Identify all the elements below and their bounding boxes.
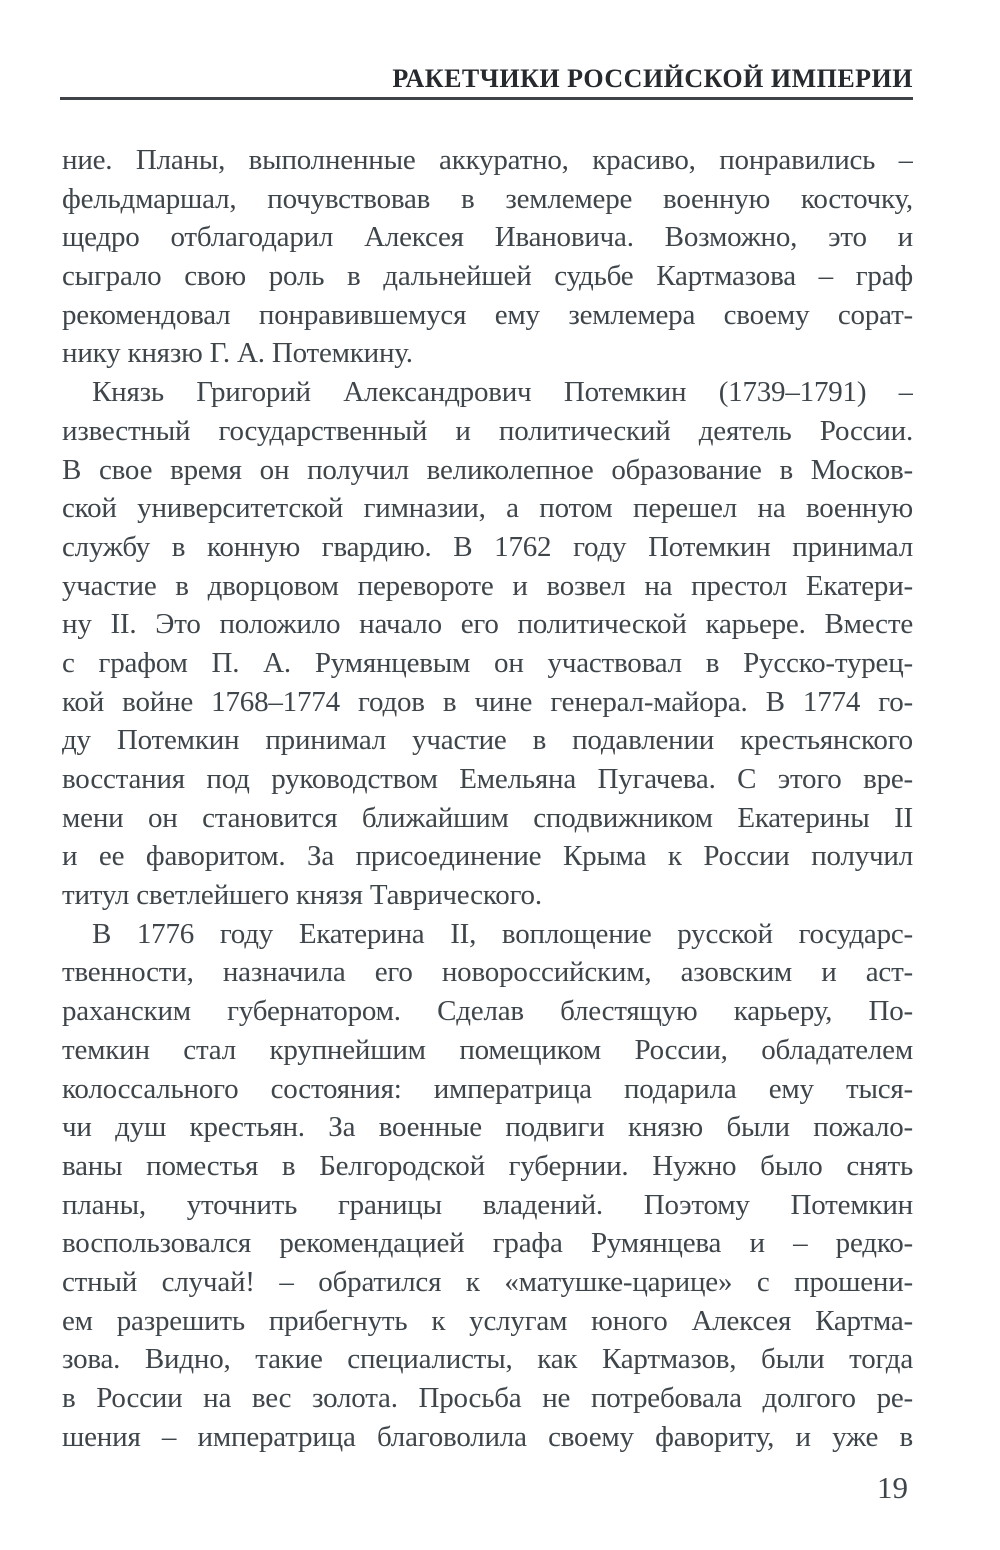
text-line: рекомендовал понравившемуся ему землемера своему сорат- bbox=[62, 298, 913, 331]
running-header: РАКЕТЧИКИ РОССИЙСКОЙ ИМПЕРИИ bbox=[392, 64, 913, 93]
text-line: ду Потемкин принимал участие в подавлении крестьянского bbox=[62, 724, 913, 757]
body-text bbox=[62, 141, 913, 1456]
text-line: ну II. Это положило начало его политической карьере. Вместе bbox=[62, 608, 913, 641]
text-line: колоссального состояния: императрица подарила ему тыся- bbox=[62, 1072, 913, 1105]
text-line: зова. Видно, такие специалисты, как Картмазов, были тогда bbox=[62, 1343, 913, 1376]
text-line: известный государственный и политический деятель России. bbox=[62, 414, 913, 447]
text-line: воспользовался рекомендацией графа Румянцева и – редко- bbox=[62, 1227, 913, 1260]
text-line: титул светлейшего князя Таврического. bbox=[62, 879, 542, 912]
text-line: темкин стал крупнейшим помещиком России, обладателем bbox=[62, 1033, 913, 1066]
text-line: ем разрешить прибегнуть к услугам юного Алексея Картма- bbox=[62, 1304, 913, 1337]
text-line: планы, уточнить границы владений. Поэтому Потемкин bbox=[62, 1188, 913, 1221]
text-line: участие в дворцовом перевороте и возвел на престол Екатери- bbox=[62, 569, 913, 602]
text-line: шения – императрица благоволила своему фавориту, и уже в bbox=[62, 1420, 913, 1453]
text-line: фельдмаршал, почувствовав в землемере военную косточку, bbox=[62, 182, 913, 215]
header-rule bbox=[60, 97, 913, 100]
text-line: кой войне 1768–1774 годов в чине генерал-майора. В 1774 го- bbox=[62, 685, 913, 718]
text-line: в России на вес золота. Просьба не потребовала долгого ре- bbox=[62, 1382, 913, 1414]
text-line: В свое время он получил великолепное образование в Москов- bbox=[62, 453, 913, 486]
text-line: твенности, назначила его новороссийским, азовским и аст- bbox=[62, 956, 913, 989]
text-line: стный случай! – обратился к «матушке-царице» с прошени- bbox=[62, 1265, 913, 1298]
page-number: 19 bbox=[877, 1470, 908, 1505]
text-line: Князь Григорий Александрович Потемкин (1739–1791) – bbox=[92, 376, 913, 409]
text-line: службу в конную гвардию. В 1762 году Потемкин принимал bbox=[62, 530, 913, 563]
text-line: ской университетской гимназии, а потом перешел на военную bbox=[62, 492, 913, 525]
text-line: мени он становится ближайшим сподвижником Екатерины II bbox=[62, 801, 913, 834]
text-line: раханским губернатором. Сделав блестящую карьеру, По- bbox=[62, 995, 913, 1028]
text-line: ваны поместья в Белгородской губернии. Нужно было снять bbox=[62, 1149, 913, 1182]
text-line: чи душ крестьян. За военные подвиги князю были пожало- bbox=[62, 1111, 913, 1144]
text-line: ние. Планы, выполненные аккуратно, красиво, понравились – bbox=[62, 144, 913, 176]
text-line: нику князю Г. А. Потемкину. bbox=[62, 337, 413, 370]
text-line: В 1776 году Екатерина II, воплощение русской государс- bbox=[92, 917, 913, 950]
text-line: с графом П. А. Румянцевым он участвовал в Русско-турец- bbox=[62, 646, 913, 679]
text-line: и ее фаворитом. За присоединение Крыма к России получил bbox=[62, 840, 913, 873]
text-line: щедро отблагодарил Алексея Ивановича. Возможно, это и bbox=[62, 221, 913, 254]
text-line: восстания под руководством Емельяна Пугачева. С этого вре- bbox=[62, 763, 913, 795]
text-line: сыграло свою роль в дальнейшей судьбе Картмазова – граф bbox=[62, 260, 913, 293]
